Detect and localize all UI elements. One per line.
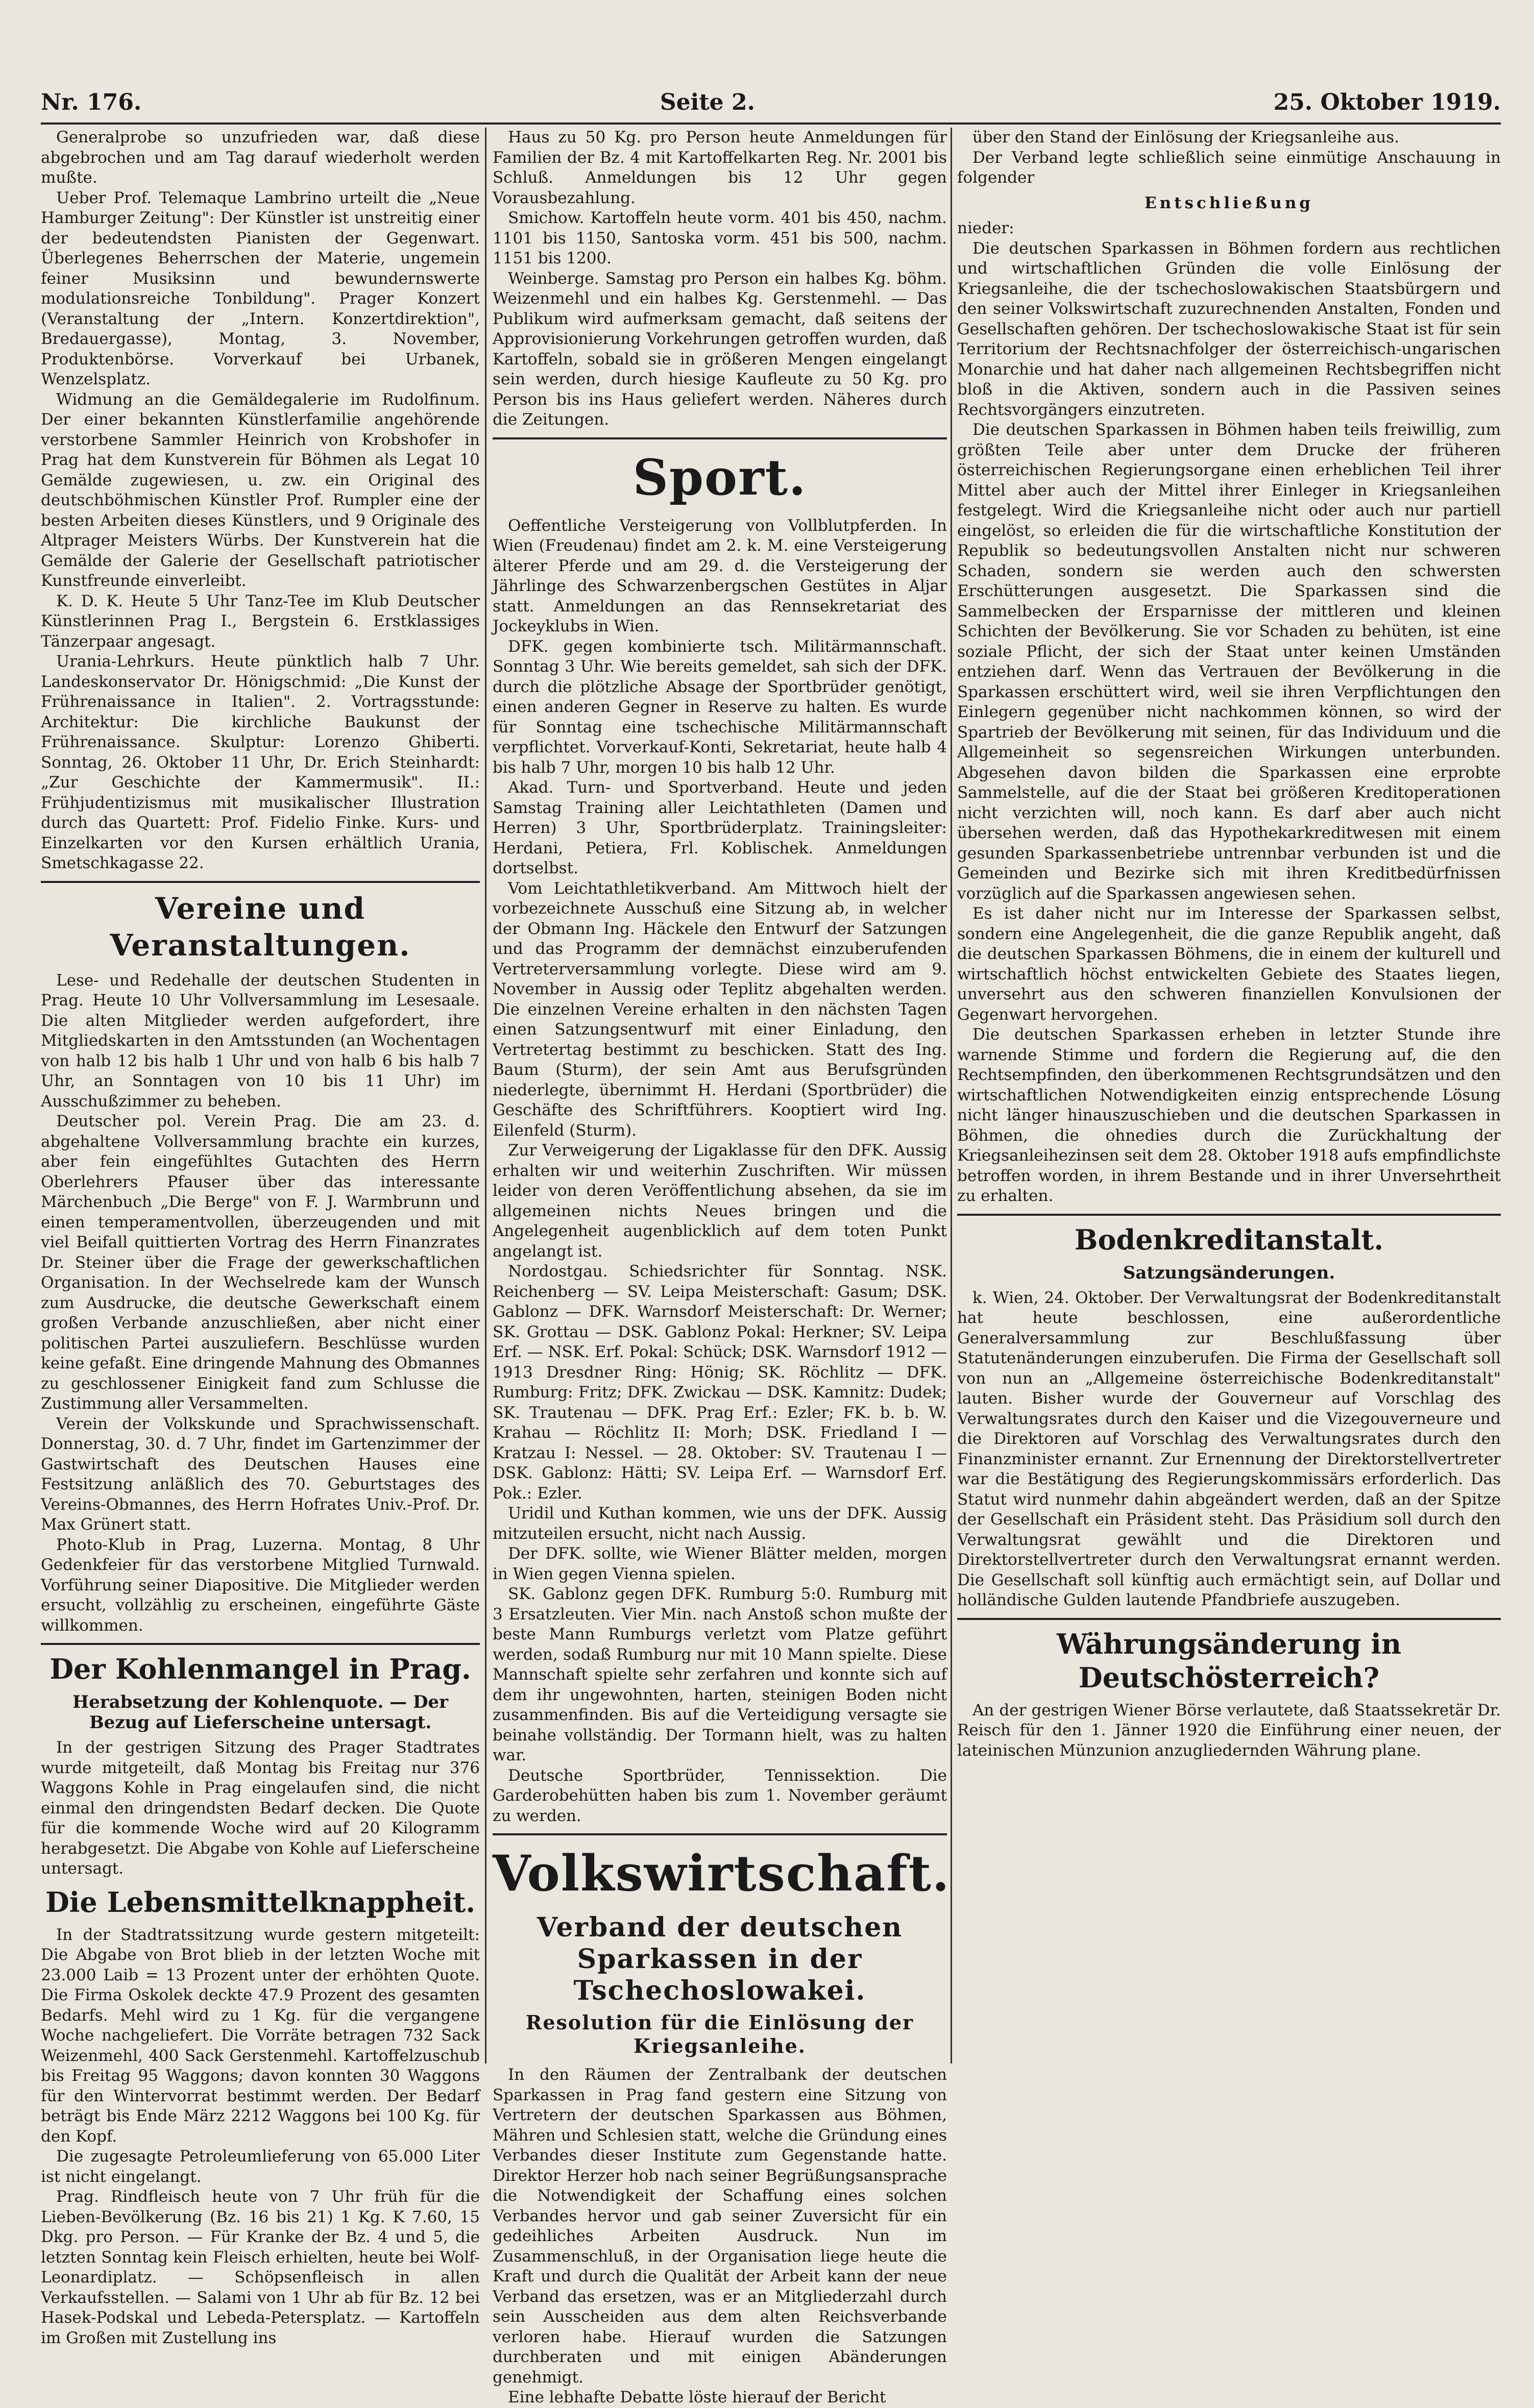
heading-waehrungsaenderung: Währungsänderung in Deutschösterreich? bbox=[1057, 1627, 1401, 1694]
article-paragraph: DFK. gegen kombinierte tsch. Militärmannschaft. Sonntag 3 Uhr. Wie bereits gemeldet, sah sich der DFK. durch die plötzliche Absage der Sportbrüder genötigt, einen anderen Gegner in Reserve zu halten. Es wurde für Sonntag eine tschechische Militärmannschaft verpflichtet. Vorverkauf-Konti, Sekretariat, heute halb 4 bis halb 7 Uhr, morgen 10 bis halb 12 Uhr. bbox=[493, 637, 947, 777]
article-paragraph: Deutscher pol. Verein Prag. Die am 23. d. abgehaltene Vollversammlung brachte ein kurzes, aber fein eingefühltes Gutachten des Herrn Oberlehrers Pfauser über das interessante Märchenbuch „Die Berge" von F. J. Warmbrunn und einen temperamentvollen, überzeugenden und mit viel Beifall quittierten Vortrag des Herrn Finanzrates Dr. Steiner über die Frage der gewerkschaftlichen Organisation. In der Wechselrede kam der Wunsch zum Ausdrucke, die deutsche Gewerkschaft einem großen Verbande anzuschließen, aber nicht einer politischen Partei auszuliefern. Beschlüsse wurden keine gefaßt. Eine dringende Mahnung des Obmannes zu geschlossener Einigkeit fand zum Schlusse die Zustimmung aller Versammelten. bbox=[41, 1112, 480, 1413]
entschliessung-label: Entschließung bbox=[1145, 193, 1313, 212]
article-paragraph: k. Wien, 24. Oktober. Der Verwaltungsrat der Bodenkreditanstalt hat heute beschlossen, eine außerordentliche Generalversammlung zur Beschlußfassung über Statutenänderungen einzuberufen. Die Firma der Gesellschaft soll von nun an „Allgemeine österreichische Bodenkreditanstalt" lauten. Bisher wurde der Gouverneur auf Vorschlag des Verwaltungsrates durch den Kaiser und die Vizegouverneure und die Direktoren auf Vorschlag des Verwaltungsrates durch den Finanzminister ernannt. Zur Ernennung der Direktorstellvertreter war die Bestätigung des Regierungskommissärs erforderlich. Das Statut wird nunmehr dahin abgeändert werden, daß an der Spitze der Gesellschaft ein Präsident steht. Das Präsidium soll durch den Verwaltungsrat gewählt und die Direktoren und Direktorstellvertreter durch den Verwaltungsrat ernannt werden. Die Gesellschaft soll künftig auch ermächtigt sein, auf Dollar und holländische Gulden lautende Pfandbriefe auszugeben. bbox=[957, 1288, 1501, 1609]
column-left bbox=[41, 128, 480, 2347]
article-paragraph: Eine lebhafte Debatte löste hierauf der Bericht bbox=[508, 2388, 886, 2406]
article-paragraph: Uridil und Kuthan kommen, wie uns der DFK. Aussig mitzuteilen ersucht, nicht nach Aussig. bbox=[493, 1504, 947, 1543]
column-divider bbox=[485, 128, 486, 2063]
section-rule bbox=[493, 437, 947, 439]
article-paragraph: In der gestrigen Sitzung des Prager Stadtrates wurde mitgeteilt, daß Montag bis Freitag nur 376 Waggons Kohle in Prag eingelaufen sind, die nicht einmal den dringendsten Bedarf decken. Die Quote für die kommende Woche wird auf 20 Kilogramm herabgesetzt. Die Abgabe von Kohle auf Lieferscheine untersagt. bbox=[41, 1738, 480, 1878]
subheading-satzungsaenderungen: Satzungsänderungen. bbox=[1123, 1262, 1335, 1283]
article-paragraph: Widmung an die Gemäldegalerie im Rudolfinum. Der einer bekannten Künstlerfamilie angehörende verstorbene Sammler Heinrich von Krobshofer in Prag hat dem Kunstverein für Böhmen als Legat 10 Gemälde zugewiesen, u. zw. ein Original des deutschböhmischen Künstler Prof. Rumpler eine der besten Arbeiten dieses Künstlers, und 9 Originale des Altprager Meisters Würbs. Der Kunstverein hat die Gemälde der Galerie der Gesellschaft patriotischer Kunstfreunde einverleibt. bbox=[41, 390, 480, 590]
article-paragraph: Haus zu 50 Kg. pro Person heute Anmeldungen für Familien der Bz. 4 mit Kartoffelkarten Reg. Nr. 2001 bis Schluß. Anmeldungen bis 12 Uhr gegen Vorausbezahlung. bbox=[493, 128, 947, 207]
article-paragraph: In den Räumen der Zentralbank der deutschen Sparkassen in Prag fand gestern eine Sitzung von Vertretern der deutschen Sparkassen aus Böhmen, Mähren und Schlesien statt, welche die Gründung eines Verbandes dieser Institute zum Gegenstande hatte. Direktor Herzer hob nach seiner Begrüßungsansprache die Notwendigkeit der Schaffung eines solchen Verbandes hervor und gab seiner Zuversicht für ein gedeihliches Arbeiten Ausdruck. Nun im Zusammenschluß, in der Organisation liege heute die Kraft und durch die Qualität der Arbeit kann der neue Verband das ersetzen, was er an Mitgliederzahl durch sein Ausscheiden aus dem alten Reichsverbande verloren habe. Hierauf wurden die Satzungen durchberaten und mit einigen Abänderungen genehmigt. bbox=[493, 2066, 947, 2387]
heading-verband: Verband der deutschen Sparkassen in der Tschechoslowakei. bbox=[537, 1912, 903, 2006]
article-paragraph: Der Verband legte schließlich seine einmütige Anschauung in folgender bbox=[957, 148, 1501, 187]
heading-kohlenmangel: Der Kohlenmangel in Prag. bbox=[50, 1653, 471, 1685]
heading-lebensmittel: Die Lebensmittelknappheit. bbox=[45, 1885, 476, 1919]
article-paragraph: Zur Verweigerung der Ligaklasse für den DFK. Aussig erhalten wir und weiterhin Zuschriften. Wir müssen leider von deren Veröffentlichung absehen, da sie im allgemeinen nichts Neues bringen und die Angelegenheit augenblicklich auf dem toten Punkt angelangt ist. bbox=[493, 1141, 947, 1261]
nieder-label: nieder: bbox=[957, 219, 1014, 237]
section-rule bbox=[41, 881, 480, 883]
page-header bbox=[41, 82, 1501, 125]
article-paragraph: K. D. K. Heute 5 Uhr Tanz-Tee im Klub Deutscher Künstlerinnen Prag I., Bergstein 6. Erstklassiges Tänzerpaar angesagt. bbox=[41, 592, 480, 651]
subheading-kohlenquote: Herabsetzung der Kohlenquote. — Der Bezug auf Lieferscheine untersagt. bbox=[72, 1692, 448, 1733]
article-paragraph: Smichow. Kartoffeln heute vorm. 401 bis 450, nachm. 1101 bis 1150, Santoska vorm. 451 bis 500, nachm. 1151 bis 1200. bbox=[493, 209, 947, 267]
issue-date: 25. Oktober 1919. bbox=[1273, 89, 1501, 115]
article-paragraph: Nordostgau. Schiedsrichter für Sonntag. NSK. Reichenberg — SV. Leipa Meisterschaft: Gasum; DSK. Gablonz — DFK. Warnsdorf Meisterschaft: Dr. Werner; SK. Grottau — DSK. Gablonz Pokal: Herkner; SV. Leipa Erf. — NSK. Erf. Pokal: Schück; DSK. Warnsdorf 1912 — 1913 Dresdner Ring: Hönig; SK. Röchlitz — DFK. Rumburg: Fritz; DFK. Zwickau — DSK. Kamnitz: Dudek; SK. Trautenau — DFK. Prag Erf.: Ezler; FK. b. b. W. Krahau — Röchlitz II: Morh; DSK. Friedland I — Kratzau I: Nessel. — 28. Oktober: SV. Trautenau I — DSK. Gablonz: Hätti; SV. Leipa Erf. — Warnsdorf Erf. Pok.: Ezler. bbox=[493, 1262, 947, 1503]
article-paragraph: Verein der Volkskunde und Sprachwissenschaft. Donnerstag, 30. d. 7 Uhr, findet im Gartenzimmer der Gastwirtschaft des Deutschen Hauses eine Festsitzung anläßlich des 70. Geburtstages des Vereins-Obmannes, des Herrn Hofrates Univ.-Prof. Dr. Max Grünert statt. bbox=[41, 1414, 480, 1534]
section-rule bbox=[957, 1618, 1501, 1620]
section-rule bbox=[41, 1643, 480, 1645]
heading-bodenkreditanstalt: Bodenkreditanstalt. bbox=[1074, 1223, 1384, 1256]
section-rule bbox=[957, 1214, 1501, 1216]
article-paragraph: Akad. Turn- und Sportverband. Heute und jeden Samstag Training aller Leichtathleten (Damen und Herren) 3 Uhr, Sportbrüderplatz. Trainingsleiter: Herdani, Petiera, Frl. Koblischek. Anmeldungen dortselbst. bbox=[493, 778, 947, 877]
article-paragraph: Die deutschen Sparkassen in Böhmen fordern aus rechtlichen und wirtschaftlichen Gründen die volle Einlösung der Kriegsanleihe, die der tschechoslowakischen Staatsbürgern und den seiner Volkswirtschaft zuzurechnenden Anstalten, Fonden und Gesellschaften gehören. Der tschechoslowakische Staat ist für sein Territorium der Rechtsnachfolger der österreichisch-ungarischen Monarchie und hat daher nach allgemeinen Rechtsbegriffen nicht bloß in die Aktiven, sondern auch in die Passiven seines Rechtsvorgängers einzutreten. bbox=[957, 239, 1501, 419]
page-number: Seite 2. bbox=[660, 89, 755, 115]
article-paragraph: Die deutschen Sparkassen erheben in letzter Stunde ihre warnende Stimme und fordern die Regierung auf, die den Rechtsempfinden, den überkommenen Rechtsgrundsätzen und den wirtschaftlichen Notwendigkeiten einzig entsprechende Lösung nicht länger hinauszuschieben und die deutschen Sparkassen in Böhmen, die ohnedies durch die Zurückhaltung der Kriegsanleihezinsen seit dem 28. Oktober 1918 aufs empfindlichste betroffen worden, in ihrem Bestande und in ihrer Unversehrtheit zu erhalten. bbox=[957, 1025, 1501, 1205]
article-paragraph: Prag. Rindfleisch heute von 7 Uhr früh für die Lieben-Bevölkerung (Bz. 16 bis 21) 1 Kg. K 7.60, 15 Dkg. pro Person. — Für Kranke der Bz. 4 und 5, die letzten Sonntag kein Fleisch erhielten, heute bei Wolf-Leonardiplatz. — Schöpsenfleisch in allen Verkaufsstellen. — Salami von 1 Uhr ab für Bz. 12 bei Hasek-Podskal und Lebeda-Petersplatz. — Kartoffeln im Großen mit Zustellung ins bbox=[41, 2188, 480, 2347]
article-paragraph: Weinberge. Samstag pro Person ein halbes Kg. böhm. Weizenmehl und ein halbes Kg. Gerstenmehl. — Das Publikum wird aufmerksam gemacht, daß seitens der Approvisionierung Vorkehrungen getroffen wurden, daß Kartoffeln, sobald sie in größeren Mengen eingelangt sein werden, durch hiesige Kaufleute zu 50 Kg. pro Person bis ins Haus geliefert werden. Näheres durch die Zeitungen. bbox=[493, 269, 947, 429]
article-paragraph: Photo-Klub in Prag, Luzerna. Montag, 8 Uhr Gedenkfeier für das verstorbene Mitglied Turnwald. Vorführung seiner Diapositive. Die Mitglieder werden ersucht, vollzählig zu erscheinen, eingeführte Gäste willkommen. bbox=[41, 1535, 480, 1635]
column-right bbox=[957, 128, 1501, 2063]
section-heading-volkswirtschaft: Volkswirtschaft. bbox=[493, 1845, 951, 1902]
article-paragraph: Die zugesagte Petroleumlieferung von 65.000 Liter ist nicht eingelangt. bbox=[41, 2147, 480, 2186]
article-paragraph: Generalprobe so unzufrieden war, daß diese abgebrochen und am Tag darauf wiederholt werden mußte. bbox=[41, 128, 480, 187]
article-paragraph: SK. Gablonz gegen DFK. Rumburg 5:0. Rumburg mit 3 Ersatzleuten. Vier Min. nach Anstoß schon mußte der beste Mann Rumburgs verletzt vom Platze geführt werden, sodaß Rumburg nur mit 10 Mann spielte. Diese Mannschaft spielte sehr zerfahren und konnte sich auf dem ihr ungewohnten, harten, steinigen Boden nicht zusammenfinden. Bis auf die Verteidigung versagte sie beinahe vollständig. Der Tormann hielt, was zu halten war. bbox=[493, 1585, 947, 1764]
article-paragraph: Deutsche Sportbrüder, Tennissektion. Die Garderobehütten haben bis zum 1. November geräumt zu werden. bbox=[493, 1766, 947, 1825]
section-heading-vereine: Vereine und Veranstaltungen. bbox=[110, 891, 411, 963]
article-paragraph: Ueber Prof. Telemaque Lambrino urteilt die „Neue Hamburger Zeitung": Der Künstler ist unstreitig einer der bedeutendsten Pianisten der Gegenwart. Überlegenes Beherrschen der Materie, ungemein feiner Musiksinn und bewundernswerte modulationsreiche Tonbildung". Prager Konzert (Veranstaltung der „Intern. Konzertdirektion", Bredauergasse), Montag, 3. November, Produktenbörse. Vorverkauf bei Urbanek, Wenzelsplatz. bbox=[41, 188, 480, 388]
article-paragraph: Oeffentliche Versteigerung von Vollblutpferden. In Wien (Freudenau) findet am 2. k. M. eine Versteigerung älterer Pferde und am 29. d. die Versteigerung der Jährlinge des Schwarzenbergschen Gestütes in Aljar statt. Anmeldungen an das Rennsekretariat des Jockeyklubs in Wien. bbox=[493, 516, 947, 635]
article-paragraph: Der DFK. sollte, wie Wiener Blätter melden, morgen in Wien gegen Vienna spielen. bbox=[493, 1544, 947, 1583]
article-paragraph: Es ist daher nicht nur im Interesse der Sparkassen selbst, sondern eine Angelegenheit, die die ganze Republik angeht, daß die deutschen Sparkassen Böhmens, die in einem der kulturell und wirtschaftlich höchst entwickelten Gebiete des Staates liegen, unversehrt aus den schweren finanziellen Konvulsionen der Gegenwart hervorgehen. bbox=[957, 904, 1501, 1024]
article-paragraph: über den Stand der Einlösung der Kriegsanleihe aus. bbox=[972, 128, 1400, 146]
article-paragraph: An der gestrigen Wiener Börse verlautete, daß Staatssekretär Dr. Reisch für den 1. Jänner 1920 die Einführung einer neuen, der lateinischen Münzunion anzugliedernden Währung plane. bbox=[957, 1701, 1501, 1760]
article-paragraph: Die deutschen Sparkassen in Böhmen haben teils freiwillig, zum größten Teile aber unter dem Drucke der früheren österreichischen Regierungsorgane einen erheblichen Teil ihrer Mittel aber auch der Mittel ihrer Einleger in Kriegsanleihen festgelegt. Wird die Kriegsanleihe nicht oder auch nur partiell eingelöst, so erleiden die für die wirtschaftliche Konstitution der Republik so bedeutungsvollen Anstalten nicht nur schweren Schaden, sondern sie werden auch den schwersten Erschütterungen ausgesetzt. Die Sparkassen sind die Sammelbecken der Ersparnisse der mittleren und kleinen Schichten der Bevölkerung. Sie vor Schaden zu behüten, ist eine soziale Pflicht, der sich der Staat unter keinen Umständen entziehen darf. Wenn das Vertrauen der Bevölkerung in die Sparkassen erschüttert wird, weil sie ihren Verpflichtungen den Einlegern gegenüber nicht nachkommen können, so wird der Spartrieb der Bevölkerung mit seinen, für das Individuum und die Allgemeinheit so segensreichen Wirkungen unterbunden. Abgesehen davon bilden die Sparkassen eine erprobte Sammelstelle, auf die der Staat bei größeren Kreditoperationen nicht verzichten will, noch kann. Es darf aber auch nicht übersehen werden, daß das Hypothekarkreditwesen mit einem gesunden Sparkassenbetriebe untrennbar verbunden ist und die Gemeinden und Bezirke sich mit ihren Kreditbedürfnissen vorzüglich auf die Sparkassen angewiesen sehen. bbox=[957, 421, 1501, 903]
article-paragraph: Vom Leichtathletikverband. Am Mittwoch hielt der vorbezeichnete Ausschuß eine Sitzung ab, in welcher der Obmann Ing. Häckele den Entwurf der Satzungen und das Programm der demnächst einzuberufenden Vertreterversammlung vorlegte. Diese wird am 9. November in Aussig oder Teplitz abgehalten werden. Die einzelnen Vereine erhalten in den nächsten Tagen einen Satzungsentwurf mit einer Einladung, den Vertretertag bestimmt zu beschicken. Statt des Ing. Baum (Sturm), der sein Amt aus Berufsgründen niederlegte, übernimmt H. Herdani (Sportbrüder) die Geschäfte des Schriftführers. Kooptiert wird Ing. Eilenfeld (Sturm). bbox=[493, 879, 947, 1140]
issue-number: Nr. 176. bbox=[41, 89, 142, 115]
article-paragraph: Urania-Lehrkurs. Heute pünktlich halb 7 Uhr. Landeskonservator Dr. Hönigschmid: „Die Kunst der Frührenaissance in Italien". 2. Vortragsstunde: Architektur: Die kirchliche Baukunst der Frührenaissance. Skulptur: Lorenzo Ghiberti. Sonntag, 26. Oktober 11 Uhr, Dr. Erich Steinhardt: „Zur Geschichte der Kammermusik". II.: Frühjudentizismus mit musikalischer Illustration durch das Quartett: Prof. Fidelio Finke. Kurs- und Einzelkarten vor den Kursen erhältlich Urania, Smetschkagasse 22. bbox=[41, 652, 480, 872]
heading-resolution: Resolution für die Einlösung der Kriegsanleihe. bbox=[525, 2011, 914, 2057]
column-divider bbox=[951, 128, 952, 2063]
section-heading-sport: Sport. bbox=[632, 448, 807, 506]
column-middle bbox=[493, 128, 951, 2406]
article-paragraph: Lese- und Redehalle der deutschen Studenten in Prag. Heute 10 Uhr Vollversammlung im Lesesaale. Die alten Mitglieder werden aufgefordert, ihre Mitgliedskarten in den Amtsstunden (an Wochentagen von halb 12 bis halb 1 Uhr und von halb 6 bis halb 7 Uhr, an Sonntagen von 10 bis 11 Uhr) im Ausschußzimmer zu beheben. bbox=[41, 971, 480, 1111]
article-paragraph: In der Stadtratssitzung wurde gestern mitgeteilt: Die Abgabe von Brot blieb in der letzten Woche mit 23.000 Laib = 13 Prozent unter der erhöhten Quote. Die Firma Oskolek deckte 47.9 Prozent des gesamten Bedarfs. Mehl wird zu 1 Kg. für die vergangene Woche nachgeliefert. Die Vorräte betragen 732 Sack Weizenmehl, 400 Sack Gerstenmehl. Kartoffelzuschub bis Freitag 95 Waggons; davon konnten 30 Waggons für den Wintervorrat bestimmt werden. Der Bedarf beträgt bis Ende März 2212 Waggons bei 100 Kg. für den Kopf. bbox=[41, 1925, 480, 2146]
section-rule bbox=[493, 1833, 947, 1835]
